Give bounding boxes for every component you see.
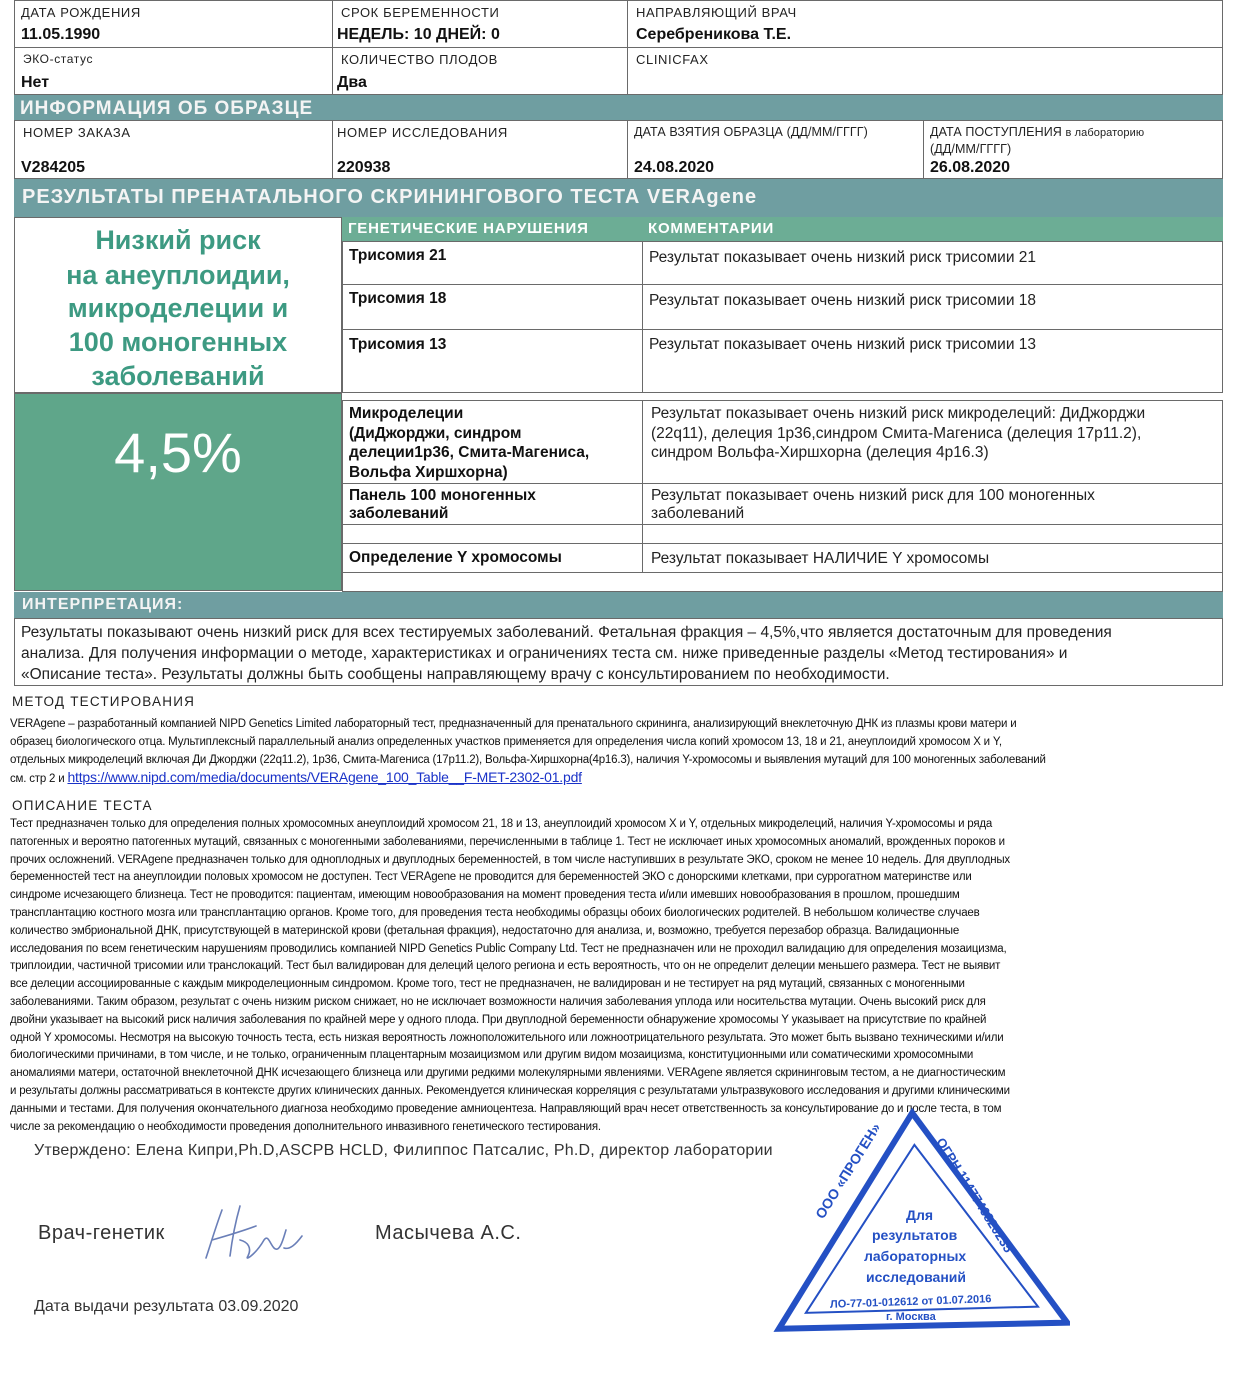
description-line: беременностей тест на анеуплоидии половых хромосом не доступен. Тест VERAgene не проводится для беременностей ЭКО с донорскими клетками, при суррогатном материнстве или bbox=[10, 871, 972, 884]
comment-microdeletions-1: Результат показывает очень низкий риск микроделеций: ДиДжорджи bbox=[651, 405, 1146, 422]
comment-y-chromosome: Результат показывает НАЛИЧИЕ Y хромосомы bbox=[651, 550, 990, 567]
received-label-main: ДАТА ПОСТУПЛЕНИЯ bbox=[930, 125, 1062, 139]
method-pdf-link[interactable]: https://www.nipd.com/media/documents/VERAgene_100_Table__F-MET-2302-01.pdf bbox=[67, 769, 582, 786]
study-cell bbox=[332, 120, 628, 179]
disorder-trisomy-21: Трисомия 21 bbox=[349, 247, 447, 264]
comment-monogenic-2: заболеваний bbox=[651, 505, 745, 522]
table-row-name bbox=[342, 400, 643, 484]
method-line-1: VERAgene – разработанный компанией NIPD Genetics Limited лабораторный тест, предназначенный для пренатального скрининга, анализирующий внеклеточную ДНК из плазмы крови матери и bbox=[10, 718, 1017, 730]
dob-value: 11.05.1990 bbox=[21, 26, 101, 43]
description-line: Тест предназначен только для определения полных хромосомных анеуплоидий хромосом 21, 18 и 13, анеуплоидий хромосом X и Y, отдельных микроделеций, наличия Y-хромосомы и ряда bbox=[10, 818, 993, 830]
description-line: прочих осложнений. VERAgene предназначен только для одноплодных и двуплодных беременностей, в том числе наступивших в результате ЭКО, сроком не менее 10 недель. Для двуплодных bbox=[10, 853, 1010, 866]
received-label bbox=[930, 125, 1144, 139]
disorder-trisomy-18: Трисомия 18 bbox=[349, 290, 447, 307]
description-line: трансплантацию костного мозга или трансплантацию органов. Кроме того, для проведения теста необходимы образцы обоих биологических родителей. В небольшом количестве случаев bbox=[10, 906, 980, 919]
stamp-center-4: исследований bbox=[866, 1269, 966, 1285]
description-line: заболеваниями. Таким образом, результат с очень низким риском снижает, но не исключает возможности наличия заболевания уплода или носительства мутации. Очень высокий риск для bbox=[10, 995, 986, 1008]
order-cell bbox=[14, 120, 333, 179]
disorder-monogenic-2: заболеваний bbox=[349, 505, 449, 522]
taken-cell bbox=[627, 120, 924, 179]
stamp-city: г. Москва bbox=[886, 1311, 936, 1323]
method-line-3: отдельных микроделеций включая Ди Джорджи (22q11.2), 1р36, Смита-Магениса (17р11.2), Вольфа-Хиршхорна(4р16.3), наличия Y-хромосомы и выявления мутаций для 100 моногенных заболеваний bbox=[10, 753, 1046, 766]
interpretation-line-1: Результаты показывают очень низкий риск для всех тестируемых заболеваний. Фетальная фракция – 4,5%,что является достаточным для проведения bbox=[21, 624, 1112, 641]
comment-trisomy-13: Результат показывает очень низкий риск трисомии 13 bbox=[649, 336, 1037, 353]
comment-trisomy-21: Результат показывает очень низкий риск трисомии 21 bbox=[649, 249, 1037, 266]
table-row-comment bbox=[642, 241, 1223, 285]
table-row-name bbox=[342, 241, 643, 285]
disorder-trisomy-13: Трисомия 13 bbox=[349, 336, 447, 353]
table-row-comment bbox=[642, 329, 1223, 393]
interpretation-line-3: «Описание теста». Результаты должны быть сообщены направляющему врачу с консультированием по необходимости. bbox=[21, 666, 890, 683]
method-title: МЕТОД ТЕСТИРОВАНИЯ bbox=[12, 694, 196, 709]
received-label-format: (ДД/ММ/ГГГГ) bbox=[930, 142, 1012, 156]
eco-cell bbox=[14, 47, 333, 95]
term-label: СРОК БЕРЕМЕННОСТИ bbox=[341, 5, 500, 20]
results-header-text: РЕЗУЛЬТАТЫ ПРЕНАТАЛЬНОГО СКРИНИНГОВОГО ТЕСТА VERAgene bbox=[22, 186, 758, 208]
risk-summary-box bbox=[14, 217, 342, 393]
geneticist-label: Врач-генетик bbox=[38, 1222, 165, 1244]
clinic-label: CLINICFAX bbox=[636, 52, 709, 67]
disorder-microdeletions-2: (ДиДжорджи, синдром bbox=[349, 425, 522, 442]
interpretation-header bbox=[14, 592, 1223, 618]
description-title: ОПИСАНИЕ ТЕСТА bbox=[12, 798, 153, 813]
description-line: биологическими причинами, в том числе, и не только, ограниченным плацентарным мозаицизмом или другим видом мозаицизма, конституционными или соматическими хромосомными bbox=[10, 1049, 974, 1062]
received-label-sub: в лабораторию bbox=[1065, 127, 1145, 139]
table-row-comment bbox=[642, 483, 1223, 525]
col-header-comments bbox=[642, 217, 1223, 241]
disorder-microdeletions-4: Вольфа Хиршхорна) bbox=[349, 464, 508, 481]
description-line: данными и тестами. Для получения окончательного диагноза необходимо проведение амниоцентеза. Направляющий врач несет ответственность за консультирование до и после теста, в том bbox=[10, 1102, 1002, 1115]
description-line: одной Y хромосомы. Несмотря на высокую точность теста, есть низкая вероятность ложноположительного или ложноотрицательного результата. Это может быть вызвано техническими и/или bbox=[10, 1031, 1004, 1044]
method-line-4 bbox=[10, 769, 1234, 789]
comment-microdeletions-3: синдром Вольфа-Хиршхорна (делеция 4р16.3) bbox=[651, 444, 989, 461]
comment-monogenic-1: Результат показывает очень низкий риск для 100 моногенных bbox=[651, 487, 1095, 504]
col-header-disorders-text: ГЕНЕТИЧЕСКИЕ НАРУШЕНИЯ bbox=[348, 220, 589, 237]
description-line: и результаты должны рассматриваться в контексте других клинических данных. Рекомендуется клиническая корреляция с результатами ультразвукового исследования и другими клиническими bbox=[10, 1084, 1010, 1097]
doctor-label: НАПРАВЛЯЮЩИЙ ВРАЧ bbox=[636, 5, 797, 20]
doctor-value: Серебреникова Т.Е. bbox=[636, 26, 792, 43]
fetus-value: Два bbox=[337, 74, 367, 91]
sample-header-text: ИНФОРМАЦИЯ ОБ ОБРАЗЦЕ bbox=[20, 98, 314, 119]
description-line: синдроме исчезающего близнеца. Тест не проводится: пациентам, имеющим новообразования на момент проведения теста и/или имевших новообразования в прошлом, прошедшим bbox=[10, 889, 960, 902]
method-text bbox=[10, 716, 1234, 789]
disorder-monogenic-1: Панель 100 моногенных bbox=[349, 487, 536, 504]
risk-line-4: 100 моногенных bbox=[68, 327, 288, 357]
description-line: триплоидии, частичной трисомии или транслокаций. Тест был валидирован для делеций целого региона и есть вероятность, что он не определит делеции меньшего размера. Тест не выявит bbox=[10, 960, 1001, 973]
disorder-y-chromosome: Определение Y хромосомы bbox=[349, 549, 562, 566]
interpretation-line-2: анализа. Для получения информации о методе, характеристиках и ограничениях теста см. ниже приведенные разделы «Метод тестирования» и bbox=[21, 645, 1068, 662]
order-label: НОМЕР ЗАКАЗА bbox=[23, 125, 131, 140]
study-label: НОМЕР ИССЛЕДОВАНИЯ bbox=[337, 125, 508, 140]
comment-microdeletions-2: (22q11), делеция 1р36,синдром Смита-Магениса (делеция 17р11.2), bbox=[651, 425, 1142, 442]
description-line: аномалиями матери, остаточной внеклеточной ДНК исчезающего близнеца или другими редкими молекулярными явлениями. VERAgene является скрининговым тестом, а не диагностическим bbox=[10, 1067, 1006, 1080]
stamp-triangle-icon bbox=[760, 1105, 1070, 1345]
description-line: все делеции ассоциированные с каждым микроделеционным синдромом. Кроме того, тест не предназначен, не валидирован и не тестирует на ряд мутаций, связанных с моногенными bbox=[10, 978, 965, 991]
results-header bbox=[14, 179, 1223, 217]
disorder-microdeletions-3: делеции1р36, Смита-Магениса, bbox=[349, 444, 590, 461]
doctor-signature bbox=[196, 1196, 316, 1272]
method-line-4-prefix: см. стр 2 и bbox=[10, 773, 68, 786]
description-line: исследования по всем генетическим нарушениям проводились компанией NIPD Genetics Public Company Ltd. Тест не предназначен или не проходил валидацию для определения мозаицизма, bbox=[10, 942, 1007, 955]
eco-label: ЭКО-статус bbox=[23, 52, 94, 66]
col-header-comments-text: КОММЕНТАРИИ bbox=[648, 220, 775, 237]
fetal-fraction-box bbox=[14, 393, 342, 591]
description-line: числе за рекомендацию о необходимости проведения дополнительного инвазивного генетического тестирования. bbox=[10, 1120, 601, 1133]
risk-line-1: Низкий риск bbox=[95, 225, 261, 255]
stamp-center-2: результатов bbox=[872, 1227, 958, 1243]
description-line: количество эмбриональной ДНК, присутствующей в материнской крови (фетальная фракция), недостаточно для анализа, и, возможно, требуется перезабор образца. Валидационные bbox=[10, 924, 960, 937]
term-value: НЕДЕЛЬ: 10 ДНЕЙ: 0 bbox=[337, 26, 500, 43]
order-value: V284205 bbox=[21, 159, 86, 176]
approved-line: Утверждено: Елена Кипри,Ph.D,ASCPB HCLD, Филиппос Патсалис, Ph.D, директор лаборатории bbox=[34, 1142, 773, 1159]
stamp-center-3: лабораторных bbox=[864, 1248, 967, 1264]
table-row-empty bbox=[642, 524, 1223, 544]
method-line-2: образец биологического отца. Мультиплексный параллельный анализ определенных участков применяется для определения числа копий хромосом 13, 18 и 21, анеуплоидий хромосом X и Y, bbox=[10, 735, 1002, 748]
study-value: 220938 bbox=[337, 159, 391, 176]
dob-label: ДАТА РОЖДЕНИЯ bbox=[21, 5, 141, 20]
table-row-empty bbox=[342, 524, 643, 544]
geneticist-name: Масычева А.С. bbox=[375, 1222, 522, 1244]
doctor-cell bbox=[627, 0, 1223, 48]
received-cell bbox=[923, 120, 1223, 179]
col-header-disorders bbox=[342, 217, 642, 241]
table-row-name bbox=[342, 543, 643, 573]
table-row-name bbox=[342, 284, 643, 330]
risk-line-3: микроделеции и bbox=[67, 293, 289, 323]
table-row-comment bbox=[642, 543, 1223, 573]
description-line: двойни указывает на высокий риск наличия заболевания по крайней мере у одного плода. При двуплодной беременности обнаружение хромосомы Y указывает на присутствие по крайней bbox=[10, 1013, 987, 1026]
interpretation-box bbox=[14, 618, 1223, 686]
description-line: патогенных и вероятно патогенных мутаций, связанных с моногенными заболеваниями, перечисленными в таблице 1. Тест не исключает иных хромосомных аномалий, врожденных пороков и bbox=[10, 835, 1005, 848]
stamp-org: ООО «ПРОГЕН» bbox=[812, 1120, 884, 1222]
eco-value: Нет bbox=[21, 74, 50, 91]
interpretation-header-text: ИНТЕРПРЕТАЦИЯ: bbox=[22, 596, 184, 613]
risk-line-5: заболеваний bbox=[91, 361, 265, 391]
lab-stamp bbox=[760, 1105, 1070, 1345]
disorder-microdeletions-1: Микроделеции bbox=[349, 405, 464, 422]
term-cell bbox=[332, 0, 628, 48]
issue-date: Дата выдачи результата 03.09.2020 bbox=[34, 1298, 299, 1315]
table-row-name bbox=[342, 329, 643, 393]
comment-trisomy-18: Результат показывает очень низкий риск трисомии 18 bbox=[649, 292, 1037, 309]
stamp-center-1: Для bbox=[906, 1207, 934, 1223]
stamp-ogrn: ОГРН 1147746820235 bbox=[933, 1135, 1017, 1256]
table-row-name bbox=[342, 483, 643, 525]
fetus-label: КОЛИЧЕСТВО ПЛОДОВ bbox=[341, 52, 498, 67]
fetal-fraction-value: 4,5% bbox=[114, 421, 242, 484]
sample-header bbox=[14, 95, 1223, 121]
taken-label: ДАТА ВЗЯТИЯ ОБРАЗЦА (ДД/ММ/ГГГГ) bbox=[634, 125, 868, 139]
clinic-cell bbox=[627, 47, 1223, 95]
stamp-license: ЛО-77-01-012612 от 01.07.2016 bbox=[829, 1293, 992, 1311]
table-row-comment bbox=[642, 284, 1223, 330]
description-text bbox=[10, 816, 1222, 1136]
received-value: 26.08.2020 bbox=[930, 159, 1011, 176]
dob-cell bbox=[14, 0, 333, 48]
risk-line-2: на анеуплоидии, bbox=[66, 260, 290, 290]
taken-value: 24.08.2020 bbox=[634, 159, 715, 176]
table-row-empty bbox=[342, 572, 1223, 592]
table-row-comment bbox=[642, 400, 1223, 484]
fetus-cell bbox=[332, 47, 628, 95]
